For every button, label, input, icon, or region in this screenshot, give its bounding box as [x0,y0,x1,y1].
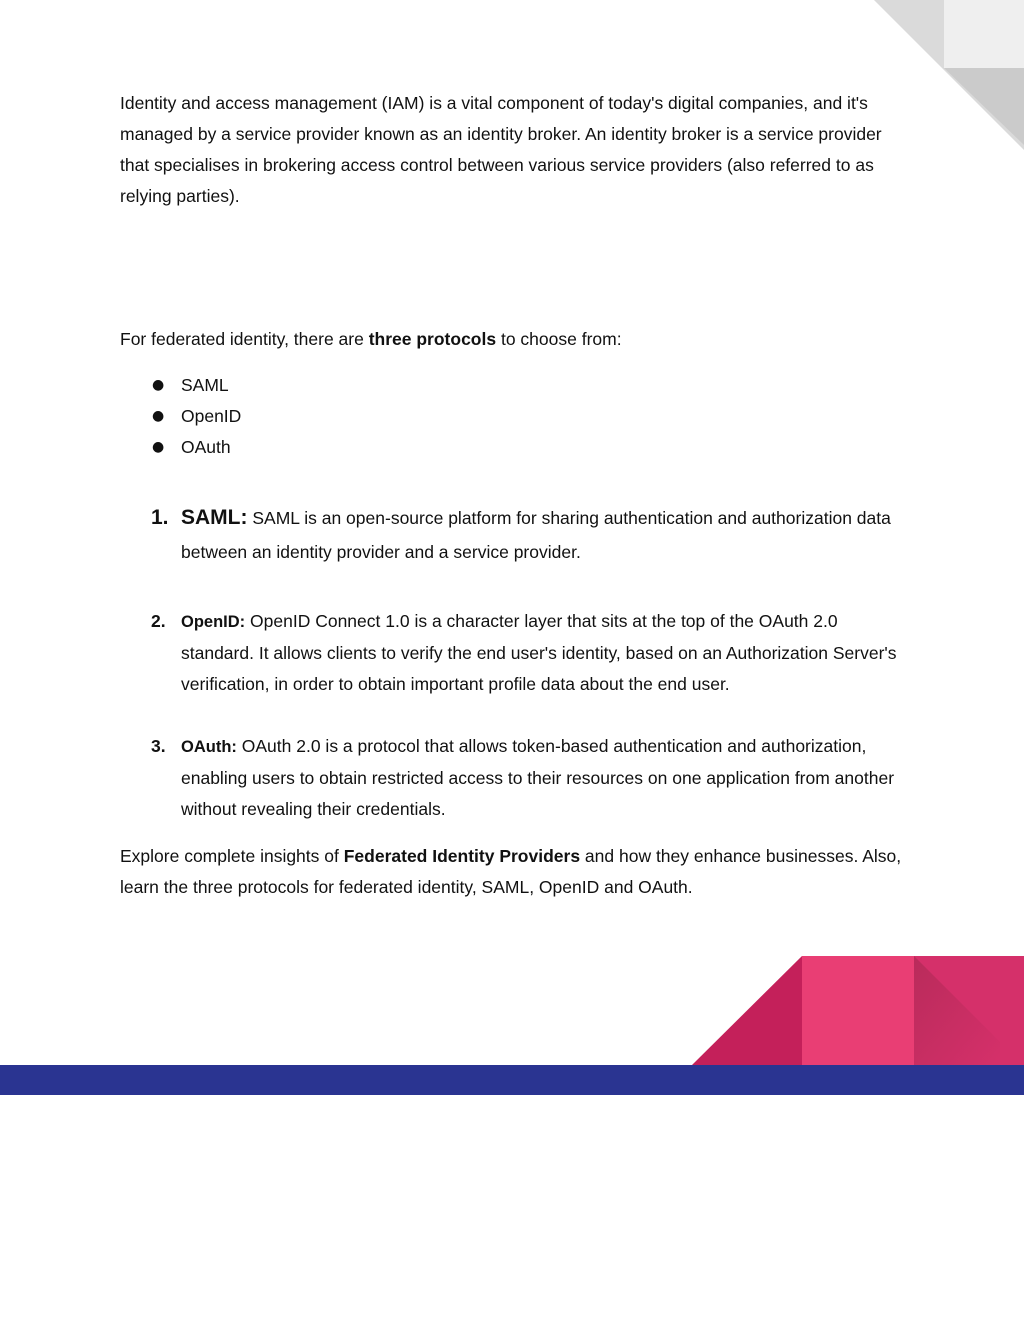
closing-after: and how they enhance businesses. Also, learn the three protocols for federated identity, SAML, OpenID and OAuth. [120,846,902,897]
closing-bold: Federated Identity Providers [343,846,581,866]
numbered-item-oauth [120,731,910,825]
closing-before: Explore complete insights of [120,846,344,866]
protocols-intro-bold: three protocols [368,329,497,349]
item-number: 3. [151,736,166,756]
item-text: SAML is an open-source platform for sharing authentication and authorization data between an identity provider and a service provider. [181,508,891,562]
protocols-intro [120,324,910,355]
protocols-intro-after: to choose from: [496,329,622,349]
numbered-item-saml [120,501,910,569]
item-term: OpenID: [181,613,246,631]
closing-paragraph [120,841,910,903]
intro-paragraph: Identity and access management (IAM) is a vital component of today's digital companies, and it's managed by a service provider known as an identity broker. An identity broker is a service provider that specialises in brokering access control between various service providers (also referred to as relying parties). [120,93,882,206]
bullet-item-openid: ● OpenID [120,401,910,432]
bullet-item-saml: ● SAML [120,370,910,401]
footer-decoration [0,950,1024,1100]
bullet-item-oauth: ● OAuth [120,432,910,463]
item-number: 1. [151,506,169,529]
item-number: 2. [151,611,166,631]
document-body [120,88,910,903]
protocol-bullet-list [120,370,910,463]
protocols-intro-before: For federated identity, there are [120,329,369,349]
item-term: SAML: [181,506,248,529]
item-text: OAuth 2.0 is a protocol that allows token-based authentication and authorization, enabling users to obtain restricted access to their resources on one application from another without revealing their credentials. [181,736,895,819]
item-term: OAuth: [181,738,237,756]
numbered-item-openid [120,606,910,700]
item-text: OpenID Connect 1.0 is a character layer that sits at the top of the OAuth 2.0 standard. It allows clients to verify the end user's identity, based on an Authorization Server's verification, in order to obtain important profile data about the end user. [181,611,897,694]
